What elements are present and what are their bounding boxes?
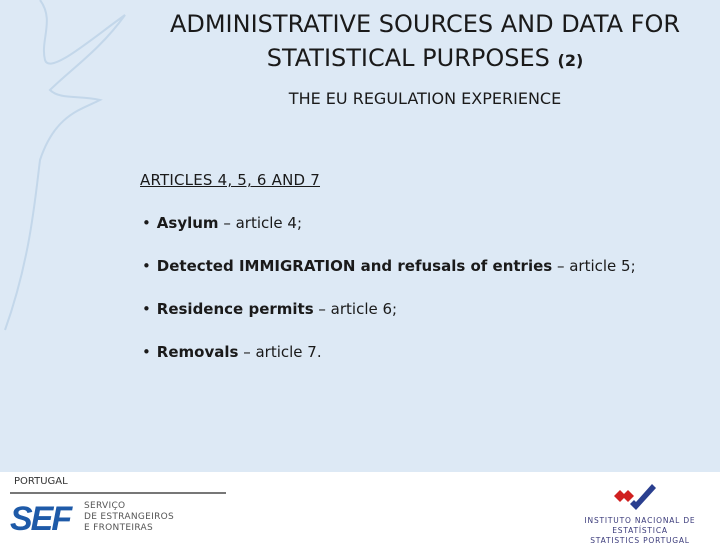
sef-name-line: SERVIÇO: [84, 501, 126, 511]
bullet-bold-text: Asylum: [156, 214, 219, 232]
bullet-item: [142, 214, 302, 232]
slide-title-line-2: [140, 43, 710, 76]
bullet-rest-text: – article 5;: [552, 257, 636, 275]
slide-title-suffix: (2): [557, 51, 584, 70]
section-heading: ARTICLES 4, 5, 6 AND 7: [140, 171, 320, 189]
bullet-marker: •: [142, 214, 151, 232]
footer-country-label: PORTUGAL: [14, 476, 68, 487]
bullet-bold-text: Removals: [156, 343, 239, 361]
bullet-bold-text: Detected IMMIGRATION and refusals of entries: [156, 257, 553, 275]
bullet-marker: •: [142, 300, 151, 318]
ine-name: [560, 516, 720, 546]
sef-logo-icon: [10, 500, 82, 538]
bullet-item: [142, 343, 322, 361]
sef-name: [84, 501, 174, 534]
dove-outline-decoration: [0, 0, 160, 360]
slide-title-line-1: ADMINISTRATIVE SOURCES AND DATA FOR: [169, 10, 681, 38]
bullet-marker: •: [142, 257, 151, 275]
bullet-bold-text: Residence permits: [156, 300, 314, 318]
bullet-item: [142, 300, 397, 318]
sef-name-line: E FRONTEIRAS: [84, 523, 153, 533]
svg-text:SEF: SEF: [10, 500, 71, 538]
sef-name-line: DE ESTRANGEIROS: [84, 512, 175, 522]
bullet-marker: •: [142, 343, 151, 361]
ine-name-line: STATISTICS PORTUGAL: [590, 536, 690, 545]
slide-title-main: STATISTICAL PURPOSES: [266, 44, 550, 72]
bullet-rest-text: – article 6;: [313, 300, 398, 318]
bullet-rest-text: – article 4;: [218, 214, 302, 232]
footer-divider: [10, 492, 226, 494]
bullet-rest-text: – article 7.: [238, 343, 322, 361]
slide-subtitle: THE EU REGULATION EXPERIENCE: [288, 89, 562, 108]
bullet-item: [142, 257, 636, 275]
ine-name-line: INSTITUTO NACIONAL DE ESTATÍSTICA: [584, 516, 696, 535]
ine-logo-icon: [612, 484, 662, 514]
